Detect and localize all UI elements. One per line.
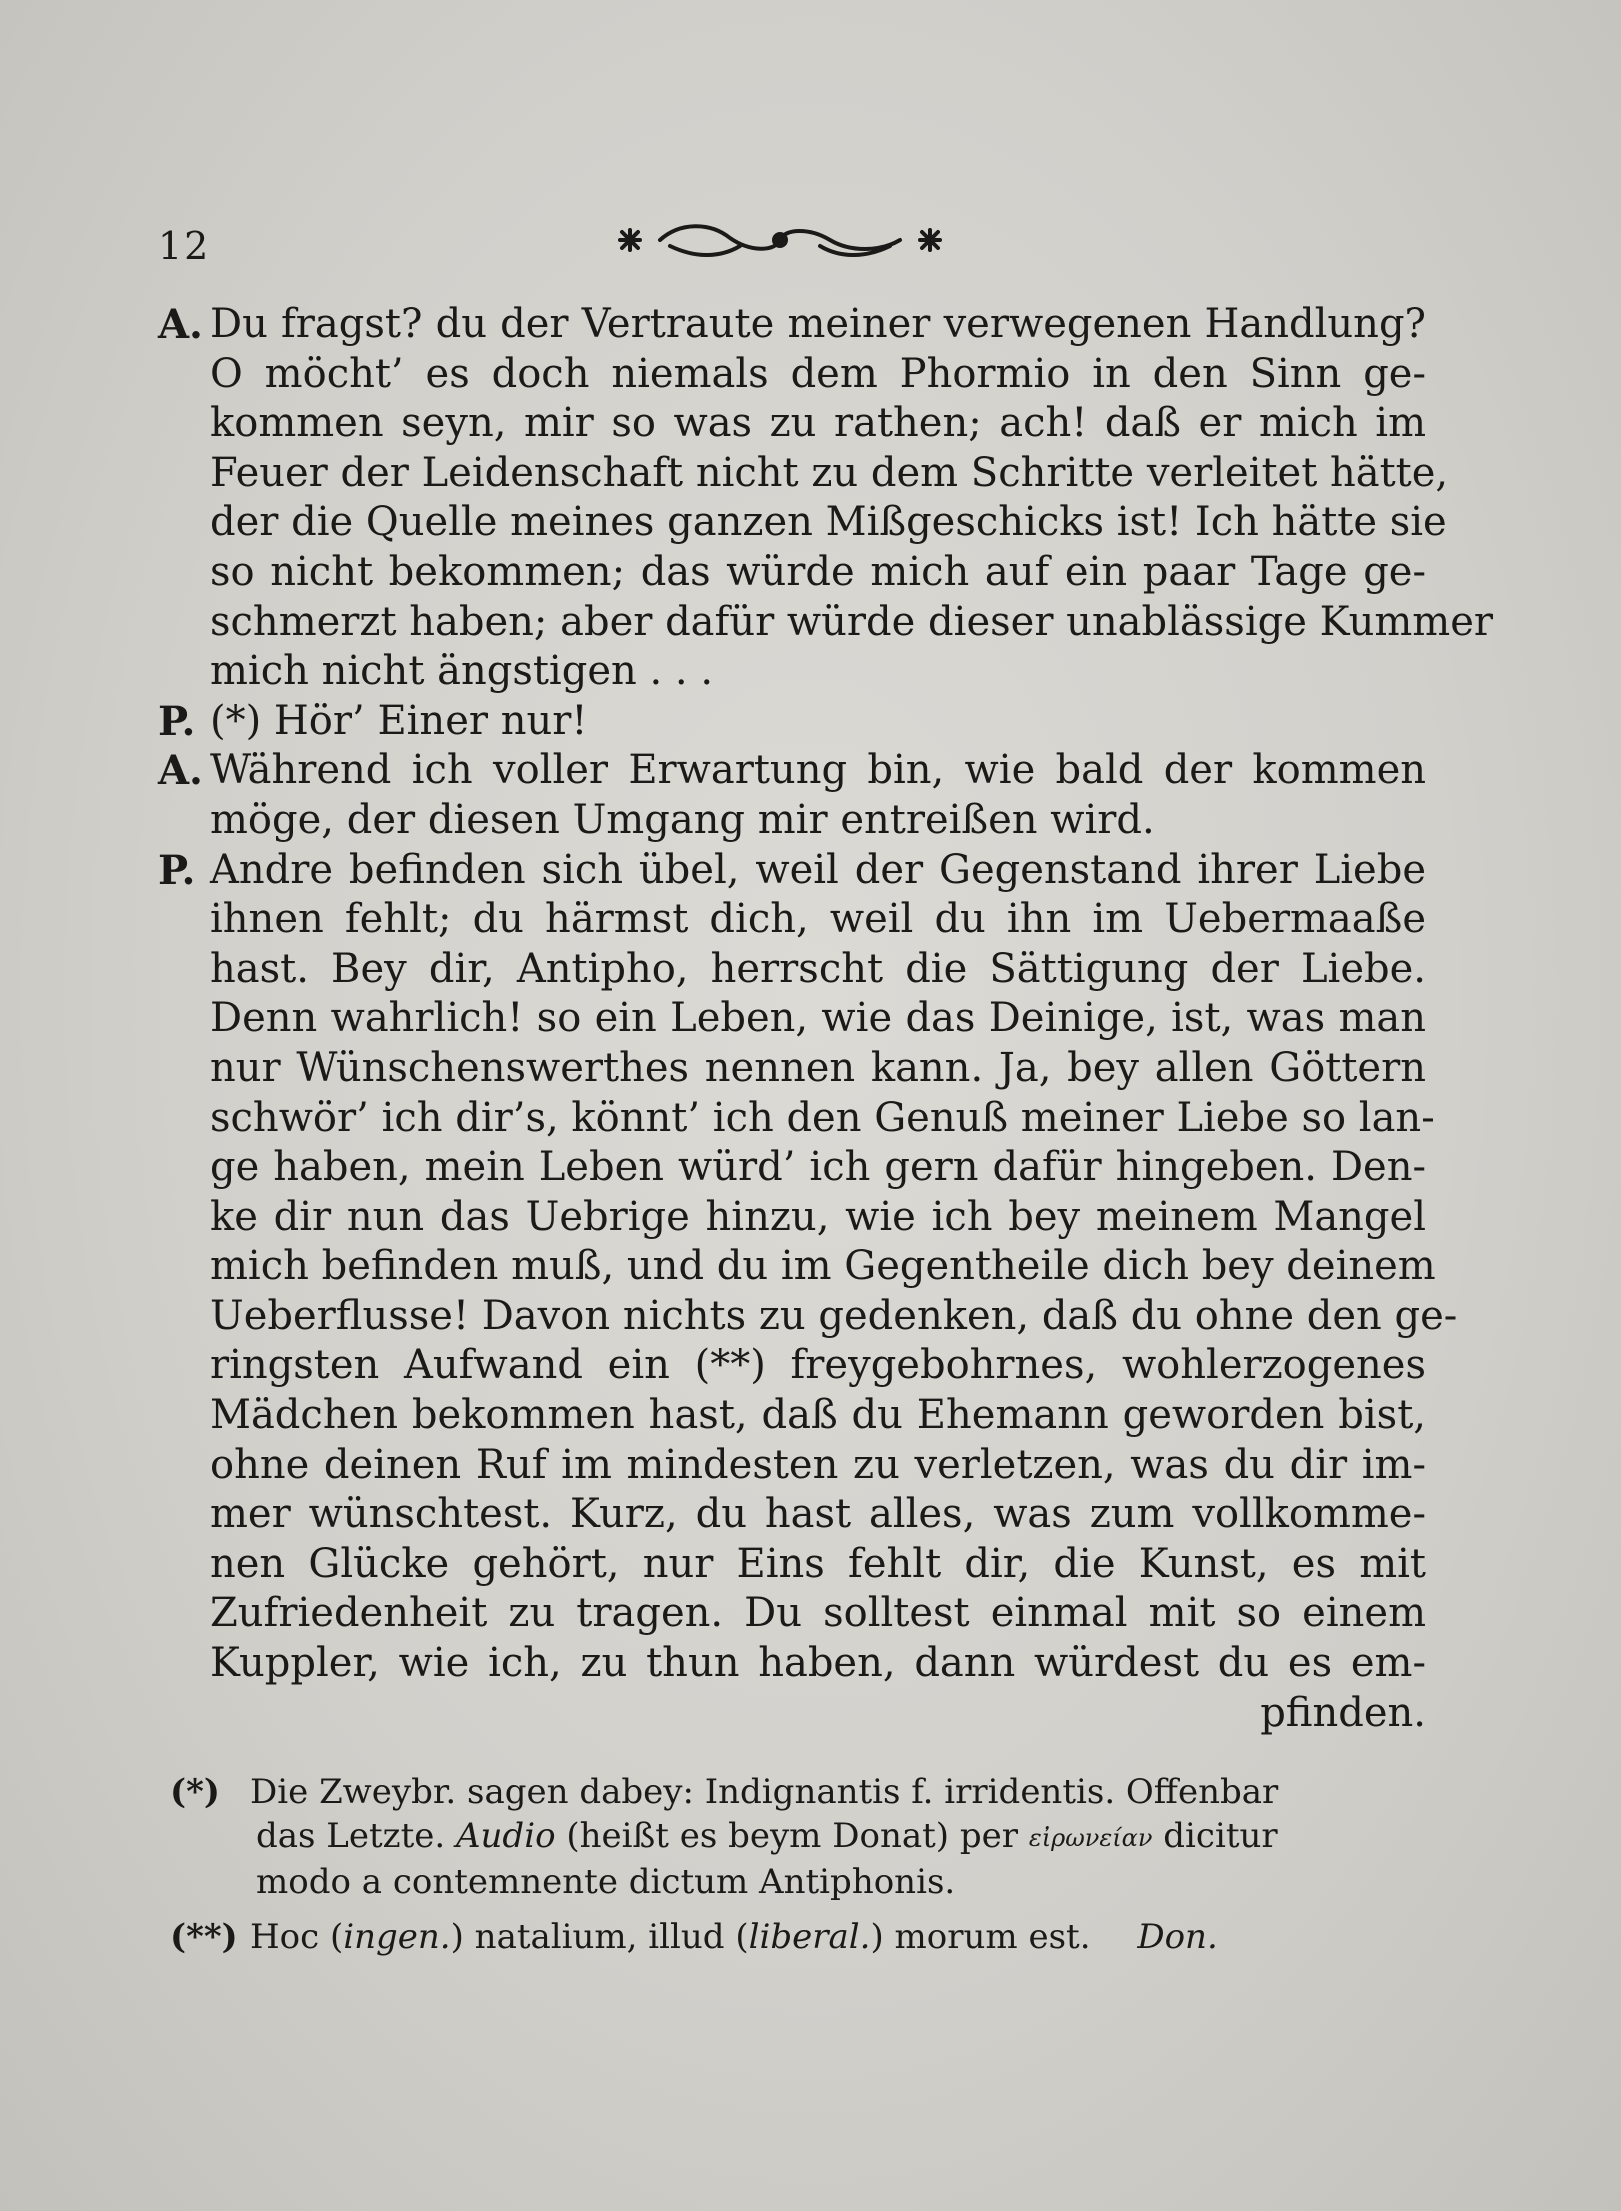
footnote-2 bbox=[170, 1915, 1432, 1959]
footnote-mark: (*) bbox=[170, 1772, 220, 1812]
footnote-text: das Letzte. bbox=[256, 1816, 446, 1856]
text-line: Zufriedenheit zu tragen. Du solltest einmal mit so einem bbox=[210, 1590, 1426, 1637]
footnote-text: Hoc ( bbox=[250, 1917, 344, 1957]
footnote-text: ) morum est. bbox=[870, 1917, 1091, 1957]
footnote-mark: (**) bbox=[170, 1917, 238, 1957]
footnote-signature: Don. bbox=[1137, 1917, 1218, 1957]
text-line: nen Glücke gehört, nur Eins fehlt dir, die Kunst, es mit bbox=[210, 1540, 1426, 1587]
footnote-text: ) natalium, illud ( bbox=[450, 1917, 749, 1957]
text-line: hast. Bey dir, Antipho, herrscht die Sättigung der Liebe. bbox=[210, 945, 1426, 992]
footnote-text: modo a contemnente dictum Antiphonis. bbox=[256, 1862, 956, 1902]
text-line: möge, der diesen Umgang mir entreißen wird. bbox=[210, 796, 1155, 843]
text-line: (*) Hör’ Einer nur! bbox=[210, 697, 588, 744]
speaker-label: A. bbox=[158, 747, 203, 795]
speaker-label: A. bbox=[158, 301, 203, 348]
speech-antipho-1 bbox=[158, 300, 1494, 697]
footnote-1 bbox=[170, 1770, 1432, 1904]
text-line: Feuer der Leidenschaft nicht zu dem Schritte verleitet hätte, bbox=[210, 449, 1449, 496]
speech-phormio-2 bbox=[158, 846, 1458, 1739]
text-line: mich nicht ängstigen . . . bbox=[210, 648, 714, 695]
footnote-text-greek: εἰρωνείαν bbox=[1028, 1824, 1153, 1852]
footnote-text-italic: ingen. bbox=[343, 1917, 451, 1957]
text-line: ihnen fehlt; du härmst dich, weil du ihn im Uebermaaße bbox=[210, 896, 1426, 943]
speech-phormio-1 bbox=[158, 697, 1426, 747]
footnote-text: Die Zweybr. sagen dabey: Indignantis f. irridentis. Offenbar bbox=[250, 1772, 1279, 1812]
footnote-text-italic: liberal. bbox=[748, 1917, 871, 1957]
text-line: mich befinden muß, und du im Gegentheile dich bey deinem bbox=[210, 1243, 1436, 1290]
footnote-text: dicitur bbox=[1163, 1816, 1278, 1856]
text-line: O möcht’ es doch niemals dem Phormio in den Sinn ge- bbox=[210, 350, 1426, 397]
text-line: der die Quelle meines ganzen Mißgeschicks ist! Ich hätte sie bbox=[210, 499, 1447, 546]
text-line: so nicht bekommen; das würde mich auf ein paar Tage ge- bbox=[210, 548, 1426, 595]
speaker-label: P. bbox=[158, 697, 196, 745]
text-line: nur Wünschenswerthes nennen kann. Ja, bey allen Göttern bbox=[210, 1044, 1426, 1091]
text-line: schmerzt haben; aber dafür würde dieser unablässige Kummer bbox=[210, 598, 1494, 645]
text-line: Kuppler, wie ich, zu thun haben, dann würdest du es em- bbox=[210, 1640, 1426, 1687]
text-line: Andre befinden sich übel, weil der Gegenstand ihrer Liebe bbox=[210, 846, 1426, 893]
footnote-text-italic: Audio bbox=[455, 1816, 556, 1856]
text-line: schwör’ ich dir’s, könnt’ ich den Genuß meiner Liebe so lan- bbox=[210, 1094, 1435, 1141]
text-line: kommen seyn, mir so was zu rathen; ach! daß er mich im bbox=[210, 400, 1426, 447]
footnote-text: (heißt es beym Donat) per bbox=[566, 1816, 1018, 1856]
dialogue-text bbox=[158, 300, 1494, 1738]
decorative-ornament-icon bbox=[600, 212, 960, 268]
speaker-label: P. bbox=[158, 846, 196, 894]
text-line: Mädchen bekommen hast, daß du Ehemann geworden bist, bbox=[210, 1392, 1426, 1439]
text-line: pfinden. bbox=[1260, 1689, 1426, 1736]
text-line: ke dir nun das Uebrige hinzu, wie ich bey meinem Mangel bbox=[210, 1193, 1426, 1240]
text-line: mer wünschtest. Kurz, du hast alles, was zum vollkomme- bbox=[210, 1491, 1426, 1538]
text-line: ohne deinen Ruf im mindesten zu verletzen, was du dir im- bbox=[210, 1441, 1426, 1488]
text-line: ge haben, mein Leben würd’ ich gern dafür hingeben. Den- bbox=[210, 1144, 1426, 1191]
text-line: Während ich voller Erwartung bin, wie bald der kommen bbox=[210, 747, 1426, 794]
text-line: Ueberflusse! Davon nichts zu gedenken, daß du ohne den ge- bbox=[210, 1292, 1458, 1339]
text-line: ringsten Aufwand ein (**) freygebohrnes, wohlerzogenes bbox=[210, 1342, 1426, 1389]
page-number: 12 bbox=[158, 224, 211, 268]
text-line: Du fragst? du der Vertraute meiner verwegenen Handlung? bbox=[210, 301, 1426, 347]
text-line: Denn wahrlich! so ein Leben, wie das Deinige, ist, was man bbox=[210, 995, 1426, 1042]
speech-antipho-2 bbox=[158, 746, 1426, 845]
